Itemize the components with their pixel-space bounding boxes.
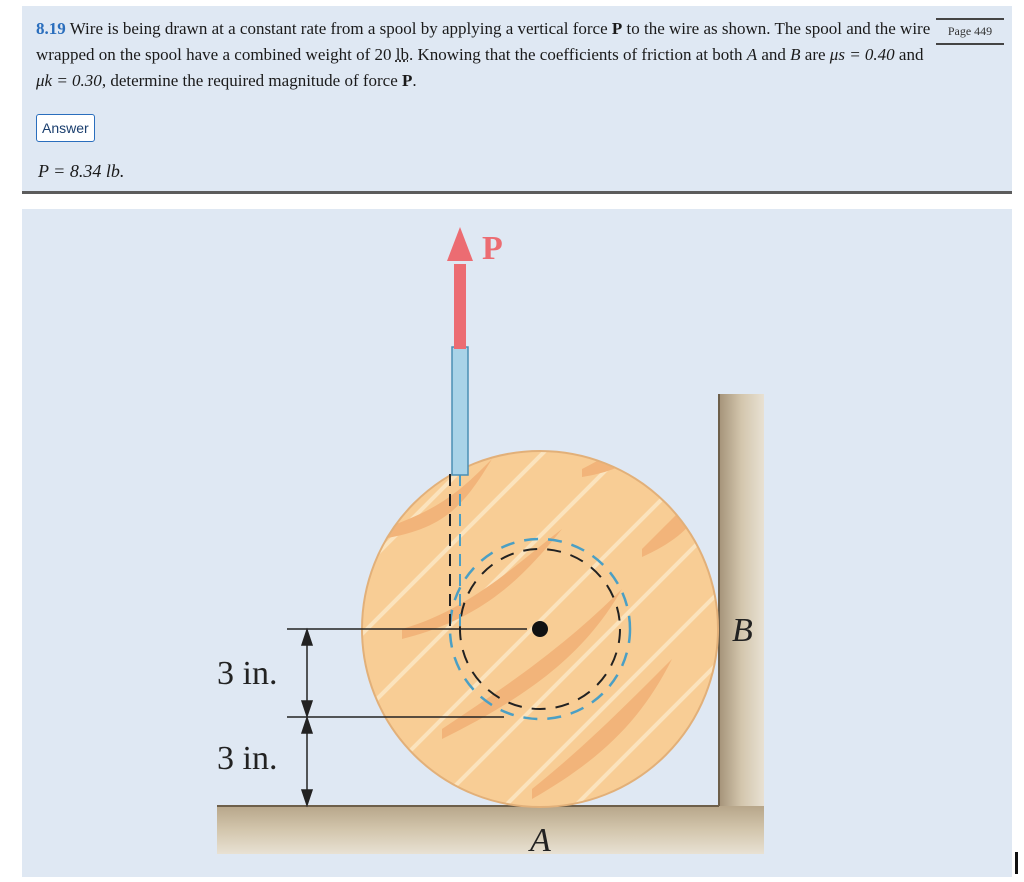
text-cursor (1015, 852, 1018, 874)
wall-b (719, 394, 764, 806)
answer-value: P = 8.34 lb. (38, 161, 125, 181)
point-a-label: A (530, 822, 551, 859)
spool-figure (22, 209, 1012, 877)
mu-static: μs = 0.40 (829, 45, 895, 64)
spool-center (532, 621, 548, 637)
answer-button[interactable]: Answer (36, 114, 95, 142)
problem-statement: 8.19 Wire is being drawn at a constant rate from a spool by applying a vertical force P to the wire as shown. The spool and the wire wrapped on the spool have a combined weight of 20 lb. Knowing that the coefficients of friction at both A and B are μs = 0.40 and μk = 0.30, determine the required magnitude of force P. (36, 19, 931, 90)
dimension-lower-label: 3 in. (217, 740, 278, 777)
mu-kinetic: μk = 0.30 (36, 71, 102, 90)
force-p-label: P (482, 230, 503, 267)
wire (452, 347, 468, 475)
page-reference: Page 449 (936, 18, 1004, 45)
dimension-upper-label: 3 in. (217, 655, 278, 692)
force-p-arrow (447, 227, 473, 349)
figure-canvas (22, 209, 1012, 877)
problem-number: 8.19 (36, 19, 66, 38)
problem-panel (22, 6, 1012, 194)
point-b-label: B (732, 612, 753, 649)
spool (357, 389, 742, 819)
floor-a (217, 806, 764, 854)
